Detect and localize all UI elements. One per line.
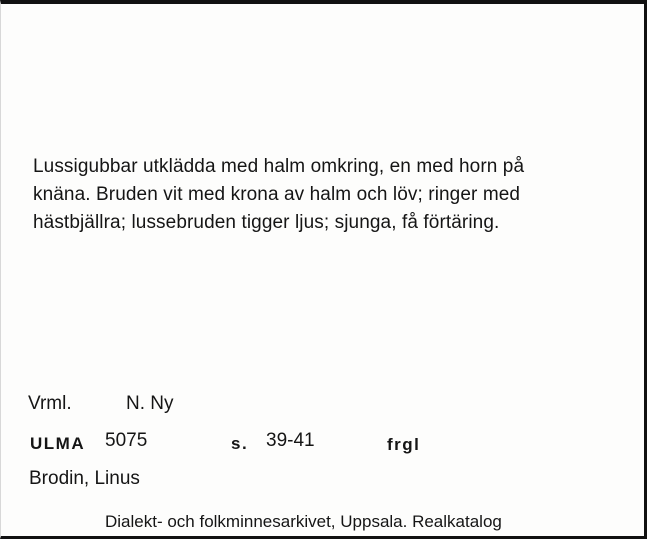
locality-label: N. Ny bbox=[126, 393, 174, 414]
province-label: Vrml. bbox=[28, 393, 72, 414]
archive-label: ULMA bbox=[30, 434, 86, 453]
category-code: frgl bbox=[387, 435, 421, 454]
informant-name: Brodin, Linus bbox=[29, 468, 140, 489]
archive-footer: Dialekt- och folkminnesarkivet, Uppsala. Realkatalog bbox=[105, 512, 502, 531]
description-line-2: knäna. Bruden vit med krona av halm och löv; ringer med bbox=[33, 184, 521, 205]
description-line-3: hästbjällra; lussebruden tigger ljus; sjunga, få förtäring. bbox=[33, 212, 500, 233]
page-label: s. bbox=[231, 434, 249, 453]
card-description bbox=[33, 153, 613, 237]
page-range: 39-41 bbox=[266, 430, 315, 451]
archive-number: 5075 bbox=[105, 430, 148, 451]
description-line-1: Lussigubbar utklädda med halm omkring, en med horn på bbox=[33, 156, 525, 177]
